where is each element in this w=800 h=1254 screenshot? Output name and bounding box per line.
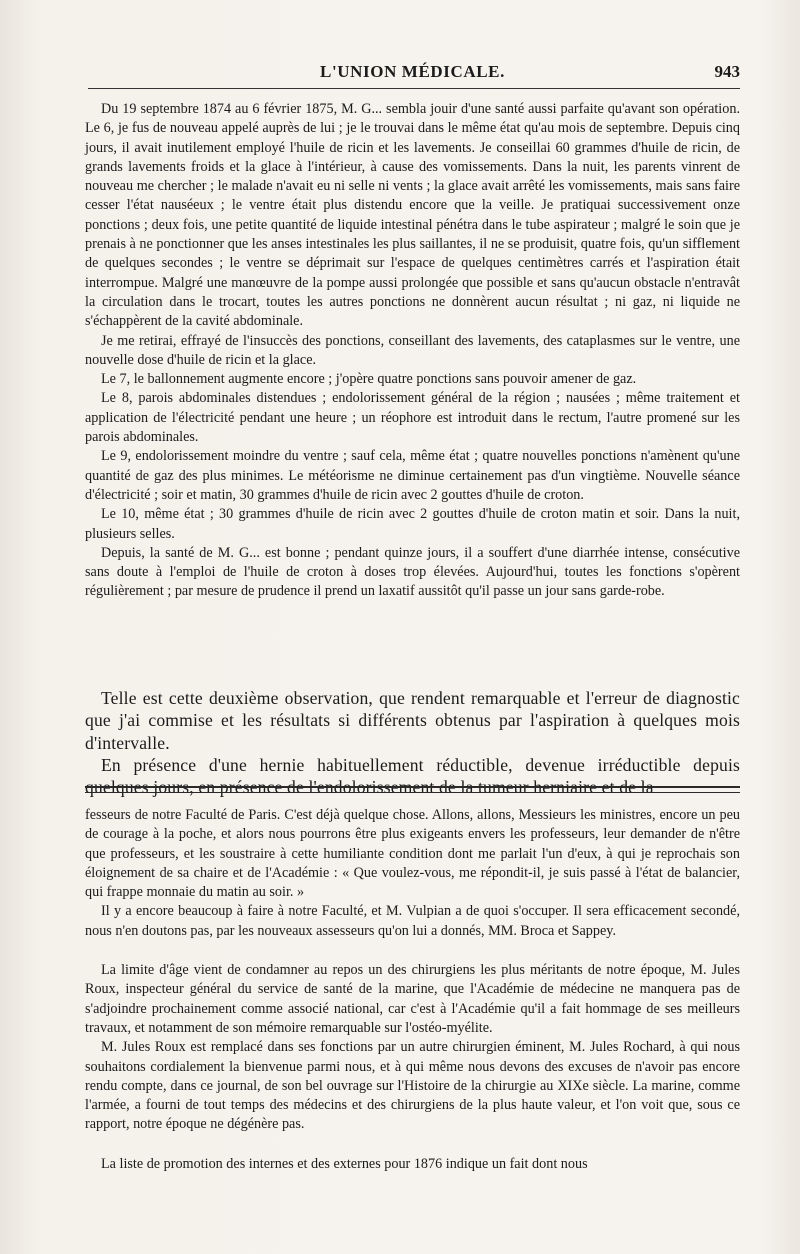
main-paragraph: En présence d'une hernie habituellement réductible, devenue irréductible depuis quelques jours, en présence de l'endolorissement de la tumeur herniaire et de la [85,754,740,798]
observation-paragraph: Le 7, le ballonnement augmente encore ; j'opère quatre ponctions sans pouvoir amener de gaz. [101,371,637,388]
feuilleton-paragraph: La limite d'âge vient de condamner au repos un des chirurgiens les plus méritants de notre époque, M. Jules Roux, inspecteur général du service de santé de la marine, que l'Académie de médecine ne manquera pas de s'adjoindre prochainement comme associé national, car c'est à l'Académie qu'il a fait hommage de ses meilleurs travaux, et notamment de son mémoire remarquable sur l'ostéo-myélite. [85,962,740,1036]
header-rule [88,88,740,89]
feuilleton-text [85,806,740,1174]
journal-title: L'UNION MÉDICALE. [320,62,505,81]
observation-paragraph: Du 19 septembre 1874 au 6 février 1875, M. G... sembla jouir d'une santé aussi parfaite qu'avant son opération. Le 6, je fus de nouveau appelé auprès de lui ; je le trouvai dans le même état qu'au mois de septembre. Depuis cinq jours, il avait inutilement employé l'huile de ricin et les lavements. Je conseillai 60 grammes d'huile de ricin, de grands lavements froids et la glace à l'intérieur, à cause des vomissements. Dans la nuit, les parents vinrent de nouveau me chercher ; le malade n'avait eu ni selle ni vents ; la glace avait arrêté les vomissements, mais sans faire cesser l'état nauséeux ; le ventre était plus distendu encore que la veille. Je pratiquai successivement onze ponctions ; deux fois, une petite quantité de liquide intestinal pénétra dans le tube aspirateur ; malgré le soin que je prenais à ne ponctionner que les anses intestinales les plus saillantes, il ne se produisit, quatre fois, qu'un sifflement de quelques secondes ; le ventre se déprimait sur l'espace de quelques centimètres carrés et l'aspiration était interrompue. Malgré une manœuvre de la pompe aussi prolongée que possible et sans qu'aucun obstacle n'entravât la circulation dans le trocart, toutes les autres ponctions ne donnèrent aucun résultat ; ni gaz, ni liquide ne s'échappèrent de la cavité abdominale. [85,101,740,330]
observation-paragraph: Je me retirai, effrayé de l'insuccès des ponctions, conseillant des lavements, des cataplasmes sur le ventre, une nouvelle dose d'huile de ricin et la glace. [85,332,740,368]
feuilleton-paragraph: La liste de promotion des internes et des externes pour 1876 indique un fait dont nous [101,1155,588,1172]
page-number: 943 [714,62,740,81]
feuilleton-separator [85,786,740,793]
observation-paragraph: Le 10, même état ; 30 grammes d'huile de ricin avec 2 gouttes d'huile de croton matin et soir. Dans la nuit, plusieurs selles. [85,506,740,542]
main-text [85,687,740,798]
running-header [85,58,740,88]
observation-paragraph: Depuis, la santé de M. G... est bonne ; pendant quinze jours, il a souffert d'une diarrhée intense, consécutive sans doute à l'emploi de l'huile de croton à doses trop élevées. Aujourd'hui, toutes les fonctions s'opèrent régulièrement ; par mesure de prudence il prend un laxatif aussitôt qu'il passe un jour sans garde-robe. [85,544,740,600]
feuilleton-paragraph: Il y a encore beaucoup à faire à notre Faculté, et M. Vulpian a de quoi s'occuper. Il sera efficacement secondé, nous n'en doutons pas, par les nouveaux assesseurs qu'on lui a donnés, MM. Broca et Sappey. [85,903,740,939]
main-paragraph: Telle est cette deuxième observation, que rendent remarquable et l'erreur de diagnostic que j'ai commise et les résultats si différents obtenus par l'aspiration à quelques mois d'intervalle. [85,688,740,753]
feuilleton-paragraph: fesseurs de notre Faculté de Paris. C'est déjà quelque chose. Allons, allons, Messieurs les ministres, encore un peu de courage à la poche, et alors nous pourrons être plus exigeants envers les professeurs, leur demander de n'être que professeurs, et les soustraire à cette humiliante condition dont me parlait l'un d'eux, à qui je reprochais son éloignement de sa chaire et de l'Académie : « Que voulez-vous, me répondit-il, je suis passé à l'état de balancier, qui frappe monnaie du matin au soir. » [85,807,740,901]
observation-text [85,100,740,602]
observation-paragraph: Le 9, endolorissement moindre du ventre ; sauf cela, même état ; quatre nouvelles ponctions n'amènent qu'une quantité de gaz des plus minimes. Le météorisme ne diminue certainement pas d'un vingtième. Nouvelle séance d'électricité ; soir et matin, 30 grammes d'huile de ricin avec 2 gouttes d'huile de croton. [85,448,740,503]
feuilleton-paragraph: M. Jules Roux est remplacé dans ses fonctions par un autre chirurgien éminent, M. Jules Rochard, à qui nous souhaitons cordialement la bienvenue parmi nous, et à qui même nous devons des excuses de n'avoir pas encore rendu compte, dans ce journal, de son bel ouvrage sur l'Histoire de la chirurgie au XIXe siècle. La marine, comme l'armée, a fourni de tout temps des médecins et des chirurgiens de la plus haute valeur, et l'on voit que, sous ce rapport, notre époque ne dégénère pas. [85,1039,740,1133]
observation-paragraph: Le 8, parois abdominales distendues ; endolorissement général de la région ; nausées ; même traitement et application de l'électricité pendant une heure ; un réophore est introduit dans le rectum, l'autre promené sur les parois abdominales. [85,390,740,446]
